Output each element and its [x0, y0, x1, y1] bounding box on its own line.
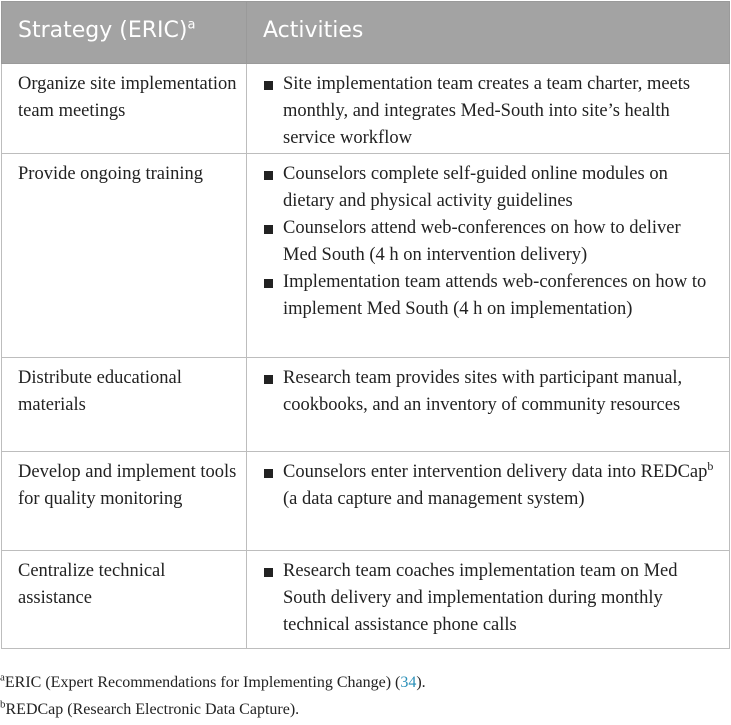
activity-text: Counselors complete self-guided online modules on dietary and physical activity guidelines — [283, 164, 668, 211]
activity-item — [263, 365, 719, 419]
activity-item — [263, 558, 719, 639]
activities-cell — [247, 452, 730, 551]
table-row — [2, 154, 730, 358]
square-bullet-icon — [264, 81, 273, 90]
square-bullet-icon — [264, 279, 273, 288]
table-footnotes — [0, 669, 728, 723]
strategy-cell: Develop and implement tools for quality monitoring — [2, 452, 247, 551]
activity-text: Implementation team attends web-conferences on how to implement Med South (4 h on implementation) — [283, 272, 707, 319]
activity-item — [263, 215, 719, 269]
activity-item — [263, 269, 719, 323]
square-bullet-icon — [264, 225, 273, 234]
square-bullet-icon — [264, 469, 273, 478]
activities-cell — [247, 551, 730, 649]
strategy-activities-table — [1, 1, 730, 649]
header-strategy — [2, 2, 247, 64]
header-strategy-label: Strategy (ERIC) — [18, 18, 188, 43]
activity-text: Research team coaches implementation team on Med South delivery and implementation during monthly technical assistance phone calls — [283, 561, 678, 635]
activity-item — [263, 459, 719, 513]
square-bullet-icon — [264, 171, 273, 180]
square-bullet-icon — [264, 568, 273, 577]
activity-text-continued: (a data capture and management system) — [283, 489, 585, 509]
header-activities-label: Activities — [263, 18, 364, 43]
strategy-table-container — [1, 1, 729, 649]
reference-link[interactable]: 34 — [400, 674, 417, 691]
activities-cell — [247, 64, 730, 154]
table-row — [2, 64, 730, 154]
activity-text: Counselors attend web-conferences on how to deliver Med South (4 h on intervention delivery) — [283, 218, 681, 265]
footnote-text: REDCap (Research Electronic Data Capture). — [5, 701, 300, 718]
activities-cell — [247, 358, 730, 452]
activity-text: Site implementation team creates a team charter, meets monthly, and integrates Med-South into site’s health service workflow — [283, 74, 691, 148]
table-header-row — [2, 2, 730, 64]
table-row — [2, 358, 730, 452]
header-activities — [247, 2, 730, 64]
footnote-b — [0, 696, 728, 723]
strategy-cell: Organize site implementation team meetings — [2, 64, 247, 154]
redcap-footnote-mark: b — [707, 458, 714, 473]
activity-text: Counselors enter intervention delivery data into REDCap — [283, 462, 708, 482]
header-strategy-footnote-mark: a — [187, 17, 196, 33]
footnote-text: ERIC (Expert Recommendations for Implementing Change) ( — [4, 674, 401, 691]
table-row — [2, 452, 730, 551]
activity-item — [263, 161, 719, 215]
activities-cell — [247, 154, 730, 358]
footnote-mark: a — [0, 671, 5, 684]
footnote-a — [0, 669, 728, 696]
activity-text: Research team provides sites with participant manual, cookbooks, and an inventory of community resources — [283, 368, 683, 415]
activity-item — [263, 71, 719, 152]
strategy-cell: Centralize technical assistance — [2, 551, 247, 649]
footnote-text-end: ). — [416, 674, 426, 691]
footnote-mark: b — [0, 698, 6, 711]
table-row — [2, 551, 730, 649]
strategy-cell: Distribute educational materials — [2, 358, 247, 452]
square-bullet-icon — [264, 375, 273, 384]
strategy-cell: Provide ongoing training — [2, 154, 247, 358]
